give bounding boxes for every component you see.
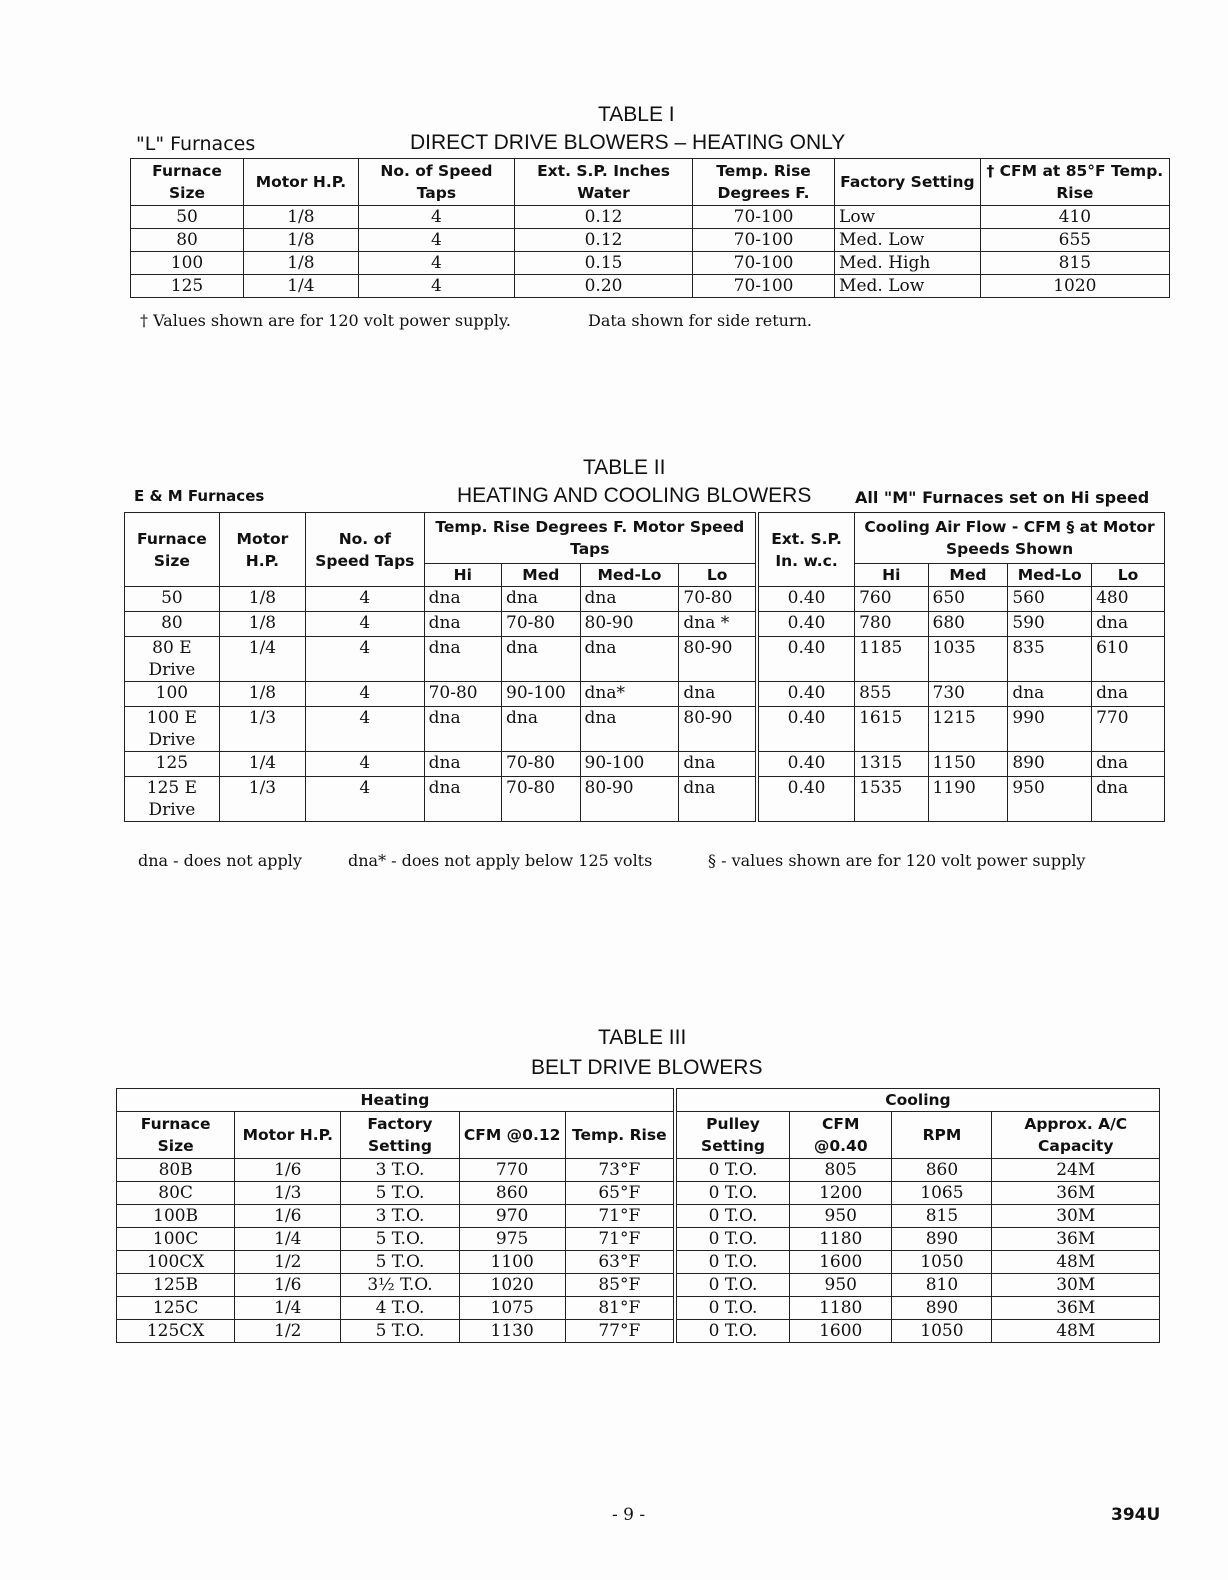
- table-cell: 1/8: [244, 252, 359, 275]
- table-row: [125, 637, 1165, 682]
- table-cell: 80C: [117, 1182, 235, 1205]
- table1-note-power: † Values shown are for 120 volt power supply.: [140, 311, 511, 330]
- table-cell: 80 E Drive: [125, 637, 220, 682]
- table2-subtitle: HEATING AND COOLING BLOWERS: [457, 484, 812, 507]
- table-cell: 0.40: [757, 707, 855, 752]
- table-cell: 1600: [790, 1251, 892, 1274]
- cooling-group-header: Cooling: [675, 1089, 1160, 1112]
- table-cell: 70-80: [424, 682, 501, 707]
- table-cell: 1215: [928, 707, 1008, 752]
- table-cell: 70-80: [502, 612, 580, 637]
- table-cell: dna: [679, 682, 757, 707]
- table-row: [131, 275, 1170, 298]
- speed-header: Med: [928, 564, 1008, 587]
- table-cell: 100: [131, 252, 244, 275]
- table-cell: 855: [855, 682, 928, 707]
- table-cell: 770: [1092, 707, 1165, 752]
- table-cell: 0.40: [757, 587, 855, 612]
- table-cell: 890: [892, 1228, 992, 1251]
- table-cell: 760: [855, 587, 928, 612]
- table1-subtitle: DIRECT DRIVE BLOWERS – HEATING ONLY: [410, 131, 846, 154]
- table-cell: 125: [131, 275, 244, 298]
- table-cell: 4: [358, 229, 514, 252]
- table-cell: 125C: [117, 1297, 235, 1320]
- column-header: Factory Setting: [835, 159, 981, 206]
- speed-header: Hi: [424, 564, 501, 587]
- table-cell: 0.40: [757, 637, 855, 682]
- column-header: Temp. Rise: [565, 1112, 675, 1159]
- table-cell: 835: [1008, 637, 1092, 682]
- column-header: Pulley Setting: [675, 1112, 790, 1159]
- table-cell: 100B: [117, 1205, 235, 1228]
- table-cell: 4: [358, 206, 514, 229]
- column-header: Motor H.P.: [235, 1112, 341, 1159]
- table3-subtitle: BELT DRIVE BLOWERS: [531, 1056, 763, 1079]
- table-cell: 1/6: [235, 1159, 341, 1182]
- table-cell: 610: [1092, 637, 1165, 682]
- table-cell: 4: [306, 682, 425, 707]
- table-cell: 1/4: [235, 1297, 341, 1320]
- table-cell: 77°F: [565, 1320, 675, 1343]
- table-cell: 48M: [992, 1320, 1160, 1343]
- page-number: - 9 -: [612, 1505, 646, 1525]
- table-cell: 4: [306, 587, 425, 612]
- table-cell: 0 T.O.: [675, 1297, 790, 1320]
- table-cell: 1185: [855, 637, 928, 682]
- table-cell: 4: [358, 252, 514, 275]
- table-cell: 0.12: [515, 206, 693, 229]
- table-cell: 1/4: [235, 1228, 341, 1251]
- table-cell: 1/8: [219, 612, 305, 637]
- column-header: Furnace Size: [131, 159, 244, 206]
- table-cell: 48M: [992, 1251, 1160, 1274]
- table-cell: 1315: [855, 752, 928, 777]
- column-header: Furnace Size: [125, 513, 220, 587]
- table-cell: 70-100: [693, 229, 835, 252]
- table-cell: 950: [790, 1205, 892, 1228]
- table-cell: 0 T.O.: [675, 1159, 790, 1182]
- table-cell: 655: [980, 229, 1169, 252]
- table-row: [131, 159, 1170, 206]
- table-cell: 4 T.O.: [341, 1297, 459, 1320]
- table-cell: 50: [131, 206, 244, 229]
- table-cell: 975: [459, 1228, 565, 1251]
- table-cell: dna: [580, 637, 679, 682]
- table1: [130, 158, 1170, 298]
- table-cell: 85°F: [565, 1274, 675, 1297]
- table-cell: 125 E Drive: [125, 777, 220, 822]
- table-cell: 1180: [790, 1228, 892, 1251]
- table-cell: 1/2: [235, 1251, 341, 1274]
- table-row: [125, 587, 1165, 612]
- speed-header: Med-Lo: [580, 564, 679, 587]
- table-cell: 1180: [790, 1297, 892, 1320]
- table-cell: 1/2: [235, 1320, 341, 1343]
- table-cell: 70-100: [693, 206, 835, 229]
- speed-header: Lo: [679, 564, 757, 587]
- table2: [124, 512, 1165, 822]
- table-cell: 1/3: [219, 707, 305, 752]
- table1-title: TABLE I: [598, 103, 675, 126]
- table-row: [125, 707, 1165, 752]
- table-cell: 5 T.O.: [341, 1320, 459, 1343]
- heating-group-header: Heating: [117, 1089, 675, 1112]
- table-cell: 73°F: [565, 1159, 675, 1182]
- table-cell: 1/8: [219, 587, 305, 612]
- table-cell: 5 T.O.: [341, 1228, 459, 1251]
- table-cell: 815: [892, 1205, 992, 1228]
- table-cell: 80: [125, 612, 220, 637]
- table-cell: 70-100: [693, 252, 835, 275]
- table-cell: 1035: [928, 637, 1008, 682]
- table-cell: 70-80: [502, 777, 580, 822]
- table2-note-dna: dna - does not apply: [138, 851, 302, 870]
- table-row: [125, 777, 1165, 822]
- column-header: Motor H.P.: [244, 159, 359, 206]
- column-header: Furnace Size: [117, 1112, 235, 1159]
- table-cell: Low: [835, 206, 981, 229]
- table-row: [131, 229, 1170, 252]
- column-header: Ext. S.P. Inches Water: [515, 159, 693, 206]
- table-cell: 1075: [459, 1297, 565, 1320]
- table-cell: 0 T.O.: [675, 1251, 790, 1274]
- table-cell: 950: [790, 1274, 892, 1297]
- table-cell: dna*: [580, 682, 679, 707]
- table-cell: dna: [580, 587, 679, 612]
- table-cell: 815: [980, 252, 1169, 275]
- table-cell: 36M: [992, 1228, 1160, 1251]
- column-header: Approx. A/C Capacity: [992, 1112, 1160, 1159]
- table-cell: 0 T.O.: [675, 1228, 790, 1251]
- table-cell: dna: [679, 752, 757, 777]
- table-cell: 63°F: [565, 1251, 675, 1274]
- table-cell: 480: [1092, 587, 1165, 612]
- table2-title: TABLE II: [583, 456, 666, 479]
- table-row: [117, 1251, 1160, 1274]
- table-cell: dna: [424, 707, 501, 752]
- table-cell: 90-100: [502, 682, 580, 707]
- table-cell: dna: [424, 612, 501, 637]
- table-cell: dna: [424, 637, 501, 682]
- table-cell: 1100: [459, 1251, 565, 1274]
- table-cell: 770: [459, 1159, 565, 1182]
- table-cell: 30M: [992, 1274, 1160, 1297]
- table-cell: 4: [306, 637, 425, 682]
- table-cell: dna *: [679, 612, 757, 637]
- table-cell: 1050: [892, 1320, 992, 1343]
- table-cell: 71°F: [565, 1228, 675, 1251]
- table-cell: 805: [790, 1159, 892, 1182]
- table-cell: 50: [125, 587, 220, 612]
- table-cell: dna: [502, 587, 580, 612]
- table-cell: 810: [892, 1274, 992, 1297]
- speed-header: Med-Lo: [1008, 564, 1092, 587]
- column-header: Ext. S.P. In. w.c.: [757, 513, 855, 587]
- table-cell: 0.40: [757, 612, 855, 637]
- table-row: [117, 1205, 1160, 1228]
- column-header: CFM @0.12: [459, 1112, 565, 1159]
- table-cell: 950: [1008, 777, 1092, 822]
- table-cell: Med. Low: [835, 229, 981, 252]
- table-row: [117, 1320, 1160, 1343]
- table-cell: 80: [131, 229, 244, 252]
- table-row: [117, 1228, 1160, 1251]
- table-cell: dna: [1008, 682, 1092, 707]
- table-row: [117, 1089, 1160, 1112]
- table-cell: 1/8: [219, 682, 305, 707]
- table-cell: dna: [424, 777, 501, 822]
- table-cell: 4: [306, 752, 425, 777]
- table-cell: 1/4: [219, 752, 305, 777]
- table-row: [131, 252, 1170, 275]
- table-cell: dna: [679, 777, 757, 822]
- table-cell: 1190: [928, 777, 1008, 822]
- table-cell: 0.40: [757, 682, 855, 707]
- table-cell: 890: [892, 1297, 992, 1320]
- speed-header: Med: [502, 564, 580, 587]
- table-cell: 80-90: [679, 707, 757, 752]
- table-cell: dna: [1092, 777, 1165, 822]
- table-cell: 1/6: [235, 1205, 341, 1228]
- table-cell: 860: [892, 1159, 992, 1182]
- table-cell: dna: [1092, 752, 1165, 777]
- table-cell: 70-100: [693, 275, 835, 298]
- table2-right-label: All "M" Furnaces set on Hi speed: [855, 488, 1150, 507]
- table-cell: 80B: [117, 1159, 235, 1182]
- table-cell: 80-90: [679, 637, 757, 682]
- table-cell: 4: [306, 777, 425, 822]
- column-header: CFM @0.40: [790, 1112, 892, 1159]
- table3-title: TABLE III: [598, 1026, 687, 1049]
- table-cell: 860: [459, 1182, 565, 1205]
- table-cell: Med. Low: [835, 275, 981, 298]
- table-cell: 70-80: [679, 587, 757, 612]
- column-group-header: Cooling Air Flow - CFM § at Motor Speeds Shown: [855, 513, 1165, 564]
- table-cell: 4: [358, 275, 514, 298]
- table-cell: 5 T.O.: [341, 1251, 459, 1274]
- table-cell: 1/8: [244, 206, 359, 229]
- table-row: [117, 1112, 1160, 1159]
- table-cell: 81°F: [565, 1297, 675, 1320]
- table-cell: 30M: [992, 1205, 1160, 1228]
- table-cell: 0 T.O.: [675, 1182, 790, 1205]
- table-cell: 1065: [892, 1182, 992, 1205]
- column-group-header: Temp. Rise Degrees F. Motor Speed Taps: [424, 513, 757, 564]
- table-cell: 3 T.O.: [341, 1205, 459, 1228]
- table-cell: dna: [424, 587, 501, 612]
- column-header: Motor H.P.: [219, 513, 305, 587]
- table-cell: 36M: [992, 1297, 1160, 1320]
- table-cell: 3½ T.O.: [341, 1274, 459, 1297]
- table-cell: 3 T.O.: [341, 1159, 459, 1182]
- table-cell: 1/8: [244, 229, 359, 252]
- table-cell: 1/4: [244, 275, 359, 298]
- table-row: [117, 1159, 1160, 1182]
- table-cell: 24M: [992, 1159, 1160, 1182]
- table-cell: 100C: [117, 1228, 235, 1251]
- table-row: [131, 206, 1170, 229]
- column-header: No. of Speed Taps: [358, 159, 514, 206]
- table-cell: 0 T.O.: [675, 1320, 790, 1343]
- table-cell: 590: [1008, 612, 1092, 637]
- column-header: Temp. Rise Degrees F.: [693, 159, 835, 206]
- speed-header: Hi: [855, 564, 928, 587]
- table-cell: 4: [306, 612, 425, 637]
- table1-note-return: Data shown for side return.: [588, 311, 812, 330]
- table-cell: 1050: [892, 1251, 992, 1274]
- table2-note-section: § - values shown are for 120 volt power supply: [708, 851, 1086, 870]
- table-cell: 70-80: [502, 752, 580, 777]
- document-code: 394U: [1111, 1505, 1161, 1525]
- table-cell: 650: [928, 587, 1008, 612]
- table-cell: 1020: [980, 275, 1169, 298]
- speed-header: Lo: [1092, 564, 1165, 587]
- table-row: [117, 1297, 1160, 1320]
- table1-left-label: "L" Furnaces: [136, 133, 256, 155]
- table-cell: dna: [502, 707, 580, 752]
- table-row: [117, 1182, 1160, 1205]
- table-cell: 1/3: [235, 1182, 341, 1205]
- table-cell: 0.40: [757, 752, 855, 777]
- table-cell: 0.20: [515, 275, 693, 298]
- table-cell: 0 T.O.: [675, 1205, 790, 1228]
- table-cell: 1150: [928, 752, 1008, 777]
- table-row: [125, 682, 1165, 707]
- table-cell: 0.12: [515, 229, 693, 252]
- table-cell: dna: [1092, 612, 1165, 637]
- table-cell: 680: [928, 612, 1008, 637]
- table-row: [125, 752, 1165, 777]
- table-cell: 125CX: [117, 1320, 235, 1343]
- column-header: RPM: [892, 1112, 992, 1159]
- column-header: No. of Speed Taps: [306, 513, 425, 587]
- table-cell: 0.15: [515, 252, 693, 275]
- table2-left-label: E & M Furnaces: [134, 487, 265, 505]
- table-cell: 890: [1008, 752, 1092, 777]
- table-cell: 1/3: [219, 777, 305, 822]
- table-cell: 4: [306, 707, 425, 752]
- table-row: [125, 612, 1165, 637]
- table-cell: 1/6: [235, 1274, 341, 1297]
- table-cell: 730: [928, 682, 1008, 707]
- table-cell: 1020: [459, 1274, 565, 1297]
- table-cell: dna: [424, 752, 501, 777]
- table-cell: 125B: [117, 1274, 235, 1297]
- table-cell: 5 T.O.: [341, 1182, 459, 1205]
- table-cell: 80-90: [580, 612, 679, 637]
- table-row: [117, 1274, 1160, 1297]
- table3: [116, 1088, 1160, 1343]
- table-cell: 36M: [992, 1182, 1160, 1205]
- table-cell: 100 E Drive: [125, 707, 220, 752]
- column-header: † CFM at 85°F Temp. Rise: [980, 159, 1169, 206]
- table-cell: 780: [855, 612, 928, 637]
- table-cell: Med. High: [835, 252, 981, 275]
- table-cell: dna: [502, 637, 580, 682]
- table-cell: 1615: [855, 707, 928, 752]
- table-cell: 410: [980, 206, 1169, 229]
- table-cell: dna: [1092, 682, 1165, 707]
- column-header: Factory Setting: [341, 1112, 459, 1159]
- table-cell: 0 T.O.: [675, 1274, 790, 1297]
- table-cell: 100: [125, 682, 220, 707]
- table2-note-dna-star: dna* - does not apply below 125 volts: [348, 851, 653, 870]
- table-cell: 1535: [855, 777, 928, 822]
- table-cell: 65°F: [565, 1182, 675, 1205]
- table-cell: 125: [125, 752, 220, 777]
- table-cell: 970: [459, 1205, 565, 1228]
- table-cell: 0.40: [757, 777, 855, 822]
- table-cell: 71°F: [565, 1205, 675, 1228]
- table-cell: 990: [1008, 707, 1092, 752]
- table-cell: dna: [580, 707, 679, 752]
- table-cell: 80-90: [580, 777, 679, 822]
- table-cell: 1200: [790, 1182, 892, 1205]
- table-cell: 560: [1008, 587, 1092, 612]
- table-cell: 1/4: [219, 637, 305, 682]
- table-cell: 90-100: [580, 752, 679, 777]
- table-cell: 1130: [459, 1320, 565, 1343]
- table-cell: 1600: [790, 1320, 892, 1343]
- table-cell: 100CX: [117, 1251, 235, 1274]
- table-row: [125, 513, 1165, 564]
